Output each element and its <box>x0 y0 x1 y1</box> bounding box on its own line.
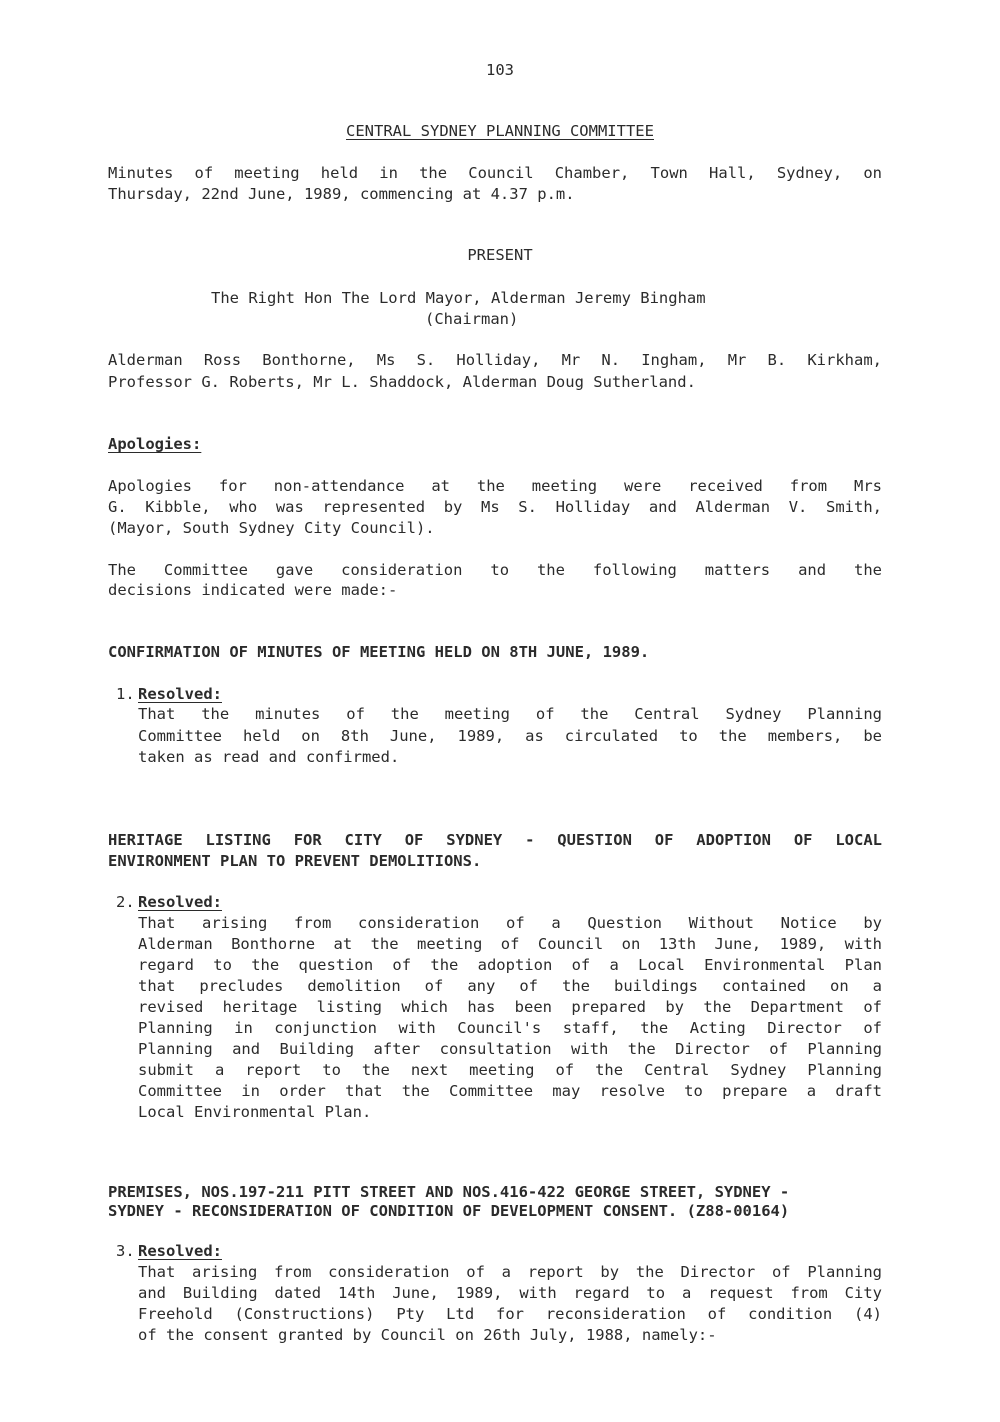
item-1-number: 1. <box>116 685 135 703</box>
intro-line-1: Minutes of meeting held in the Council Chamber, Town Hall, Sydney, on <box>108 164 882 182</box>
item-3-line-1: That arising from consideration of a report by the Director of Planning <box>138 1263 882 1281</box>
page-number: 103 <box>486 61 514 79</box>
item-2-heading-line-2: ENVIRONMENT PLAN TO PREVENT DEMOLITIONS. <box>108 852 482 870</box>
item-3-heading-line-2: SYDNEY - RECONSIDERATION OF CONDITION OF DEVELOPMENT CONSENT. (Z88-00164) <box>108 1202 790 1220</box>
members-line-1: Alderman Ross Bonthorne, Ms S. Holliday, Mr N. Ingham, Mr B. Kirkham, <box>108 351 882 369</box>
chairman-line: The Right Hon The Lord Mayor, Alderman Jeremy Bingham <box>211 289 706 307</box>
item-3-line-2: and Building dated 14th June, 1989, with regard to a request from City <box>138 1284 882 1302</box>
document-title: CENTRAL SYDNEY PLANNING COMMITTEE <box>346 122 654 140</box>
item-2-line-7: Planning and Building after consultation with the Director of Planning <box>138 1040 882 1058</box>
chairman-role: (Chairman) <box>425 310 519 328</box>
item-3-resolved: Resolved: <box>138 1242 222 1260</box>
apologies-line-1: Apologies for non-attendance at the meeting were received from Mrs <box>108 477 882 495</box>
item-2-line-10: Local Environmental Plan. <box>138 1103 372 1121</box>
item-2-line-1: That arising from consideration of a Question Without Notice by <box>138 914 882 932</box>
item-2-line-2: Alderman Bonthorne at the meeting of Council on 13th June, 1989, with <box>138 935 882 953</box>
present-heading: PRESENT <box>467 246 533 264</box>
item-2-line-6: Planning in conjunction with Council's staff, the Acting Director of <box>138 1019 882 1037</box>
intro-line-2: Thursday, 22nd June, 1989, commencing at 4.37 p.m. <box>108 185 575 203</box>
item-2-line-3: regard to the question of the adoption of a Local Environmental Plan <box>138 956 882 974</box>
apologies-line-2: G. Kibble, who was represented by Ms S. Holliday and Alderman V. Smith, <box>108 498 882 516</box>
item-1-line-2: Committee held on 8th June, 1989, as circulated to the members, be <box>138 727 882 745</box>
members-line-2: Professor G. Roberts, Mr L. Shaddock, Alderman Doug Sutherland. <box>108 373 696 391</box>
item-3-heading-line-1: PREMISES, NOS.197-211 PITT STREET AND NOS.416-422 GEORGE STREET, SYDNEY - <box>108 1183 790 1201</box>
consideration-line-2: decisions indicated were made:- <box>108 581 398 599</box>
item-3-number: 3. <box>116 1242 135 1260</box>
item-1-line-3: taken as read and confirmed. <box>138 748 400 766</box>
item-1-line-1: That the minutes of the meeting of the Central Sydney Planning <box>138 705 882 723</box>
item-3-line-4: of the consent granted by Council on 26th July, 1988, namely:- <box>138 1326 717 1344</box>
apologies-line-3: (Mayor, South Sydney City Council). <box>108 519 435 537</box>
item-2-line-9: Committee in order that the Committee may resolve to prepare a draft <box>138 1082 882 1100</box>
item-2-resolved: Resolved: <box>138 893 222 911</box>
item-2-line-4: that precludes demolition of any of the buildings contained on a <box>138 977 882 995</box>
item-1-heading: CONFIRMATION OF MINUTES OF MEETING HELD ON 8TH JUNE, 1989. <box>108 643 650 661</box>
item-2-heading-line-1: HERITAGE LISTING FOR CITY OF SYDNEY - QUESTION OF ADOPTION OF LOCAL <box>108 831 882 849</box>
apologies-heading: Apologies: <box>108 435 202 453</box>
item-2-number: 2. <box>116 893 135 911</box>
consideration-line-1: The Committee gave consideration to the following matters and the <box>108 561 882 579</box>
item-2-line-5: revised heritage listing which has been prepared by the Department of <box>138 998 882 1016</box>
item-2-line-8: submit a report to the next meeting of the Central Sydney Planning <box>138 1061 882 1079</box>
item-1-resolved: Resolved: <box>138 685 222 703</box>
item-3-line-3: Freehold (Constructions) Pty Ltd for reconsideration of condition (4) <box>138 1305 882 1323</box>
